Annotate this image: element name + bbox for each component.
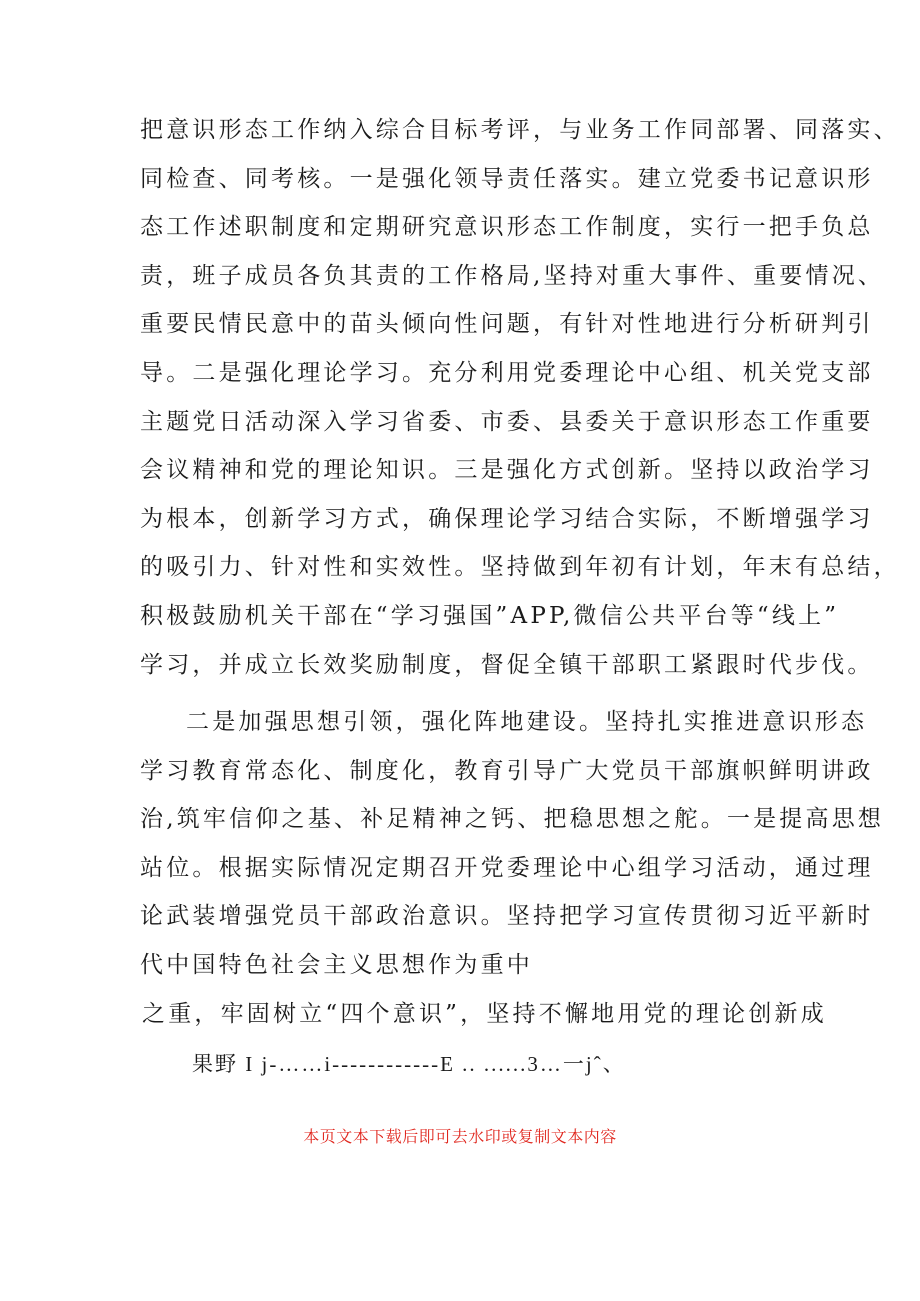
text-line: 把意识形态工作纳入综合目标考评，与业务工作同部署、同落实、 <box>140 117 900 143</box>
paragraph-3: 之重，牢固树立“四个意识”，坚持不懈地用党的理论创新成 <box>142 1001 827 1027</box>
watermark-notice: 本页文本下载后即可去水印或复制文本内容 <box>303 1127 617 1146</box>
text-line: 学习教育常态化、制度化，教育引导广大党员干部旗帜鲜明讲政 <box>140 757 874 784</box>
text-line: 积极鼓励机关干部在“学习强国”APP,微信公共平台等“线上” <box>140 602 840 629</box>
text-line: 学习，并成立长效奖励制度，督促全镇干部职工紧跟时代步伐。 <box>140 651 874 678</box>
text-line: 态工作述职制度和定期研究意识形态工作制度，实行一把手负总 <box>140 214 874 241</box>
paragraph-1 <box>140 106 900 689</box>
text-line: 同检查、同考核。一是强化领导责任落实。建立党委书记意识形 <box>140 165 874 192</box>
text-line: 导。二是强化理论学习。充分利用党委理论中心组、机关党支部 <box>140 359 874 386</box>
text-line: 二是加强思想引领，强化阵地建设。坚持扎实推进意识形态 <box>186 709 868 735</box>
text-line: 重要民情民意中的苗头倾向性问题，有针对性地进行分析研判引 <box>140 311 874 338</box>
text-line: 代中国特色社会主义思想作为重中 <box>140 951 533 978</box>
text-line: 治,筑牢信仰之基、补足精神之钙、把稳思想之舵。一是提高思想 <box>140 806 885 833</box>
text-line: 责，班子成员各负其责的工作格局,坚持对重大事件、重要情况、 <box>140 262 885 289</box>
paragraph-4-garbled: 果野 I j-……i------------E .. ......3…一jˆ、 <box>192 1052 626 1076</box>
text-line: 会议精神和党的理论知识。三是强化方式创新。坚持以政治学习 <box>140 457 874 484</box>
text-line: 站位。根据实际情况定期召开党委理论中心组学习活动，通过理 <box>140 854 874 881</box>
text-line: 的吸引力、针对性和实效性。坚持做到年初有计划，年末有总结， <box>140 554 900 581</box>
text-line: 论武装增强党员干部政治意识。坚持把学习宣传贯彻习近平新时 <box>140 903 874 930</box>
text-line: 为根本，创新学习方式，确保理论学习结合实际，不断增强学习 <box>140 505 874 532</box>
paragraph-2 <box>140 698 885 990</box>
text-line: 主题党日活动深入学习省委、市委、县委关于意识形态工作重要 <box>140 408 874 435</box>
